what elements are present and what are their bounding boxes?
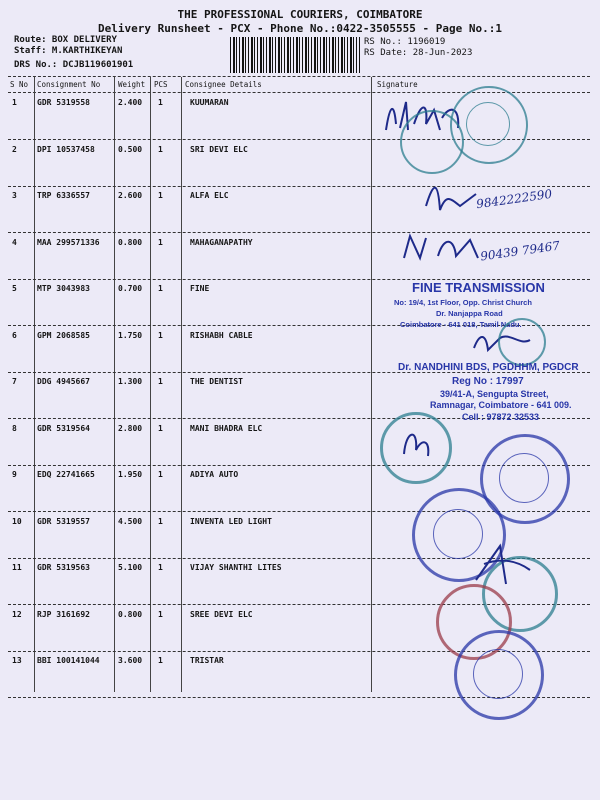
col-divider — [34, 77, 35, 692]
row-weight: 0.800 — [118, 237, 143, 247]
row-divider — [8, 232, 590, 233]
row-consignee: INVENTA LED LIGHT — [190, 516, 272, 526]
round-electricals-stamp — [400, 110, 464, 174]
rs-number: RS No.: 1196019 — [364, 37, 446, 47]
row-pcs: 1 — [158, 144, 163, 154]
rs-date: RS Date: 28-Jun-2023 — [364, 48, 473, 58]
row-consignment-no: GDR 5319564 — [37, 423, 90, 433]
runsheet-title: Delivery Runsheet - PCX - Phone No.:0422-3505555 - Page No.:1 — [98, 22, 502, 35]
drs-number: DRS No.: DCJB119601901 — [14, 60, 134, 70]
row-sno: 7 — [12, 377, 17, 386]
row-sno: 3 — [12, 191, 17, 200]
row-consignment-no: GDR 5319563 — [37, 563, 90, 572]
route-label: Route: BOX DELIVERY — [14, 35, 117, 45]
dentist-stamp-address: 39/41-A, Sengupta Street, — [440, 389, 549, 399]
row-pcs: 1 — [158, 330, 163, 340]
row-sno: 8 — [12, 423, 17, 433]
company-name: THE PROFESSIONAL COURIERS, COIMBATORE — [177, 8, 423, 21]
row-pcs: 1 — [158, 98, 163, 107]
row-pcs: 1 — [158, 377, 163, 386]
col-divider — [371, 77, 372, 692]
row-consignee: KUUMARAN — [190, 98, 229, 107]
row-consignment-no: GDR 5319557 — [37, 516, 90, 526]
table-top-rule — [8, 76, 590, 77]
row-consignment-no: EDQ 22741665 — [37, 470, 95, 479]
row-consignee: FINE — [190, 284, 210, 293]
row-consignee: SRI DEVI ELC — [190, 144, 248, 154]
row-pcs: 1 — [158, 191, 163, 200]
row-weight: 0.500 — [118, 144, 143, 154]
row-weight: 1.750 — [118, 330, 143, 340]
dentist-stamp-cell: Cell : 97872 32533 — [462, 412, 540, 422]
row-sno: 13 — [12, 656, 22, 665]
row-weight: 5.100 — [118, 563, 143, 572]
row-consignee: TRISTAR — [190, 656, 224, 665]
row-consignee: SREE DEVI ELC — [190, 609, 253, 619]
fine-stamp-address: Coimbatore - 641 018, Tamil Nadu. — [400, 320, 522, 329]
row-consignee: MANI BHADRA ELC — [190, 423, 263, 433]
col-header-consignee: Consignee Details — [185, 80, 262, 89]
row-consignment-no: TRP 6336557 — [37, 191, 90, 200]
row-sno: 9 — [12, 470, 17, 479]
col-divider — [181, 77, 182, 692]
col-header-pcs: PCS — [154, 80, 168, 89]
dentist-stamp-name: Dr. NANDHINI BDS, PGDHHM, PGDCR — [398, 362, 579, 373]
row-weight: 2.600 — [118, 191, 143, 200]
row-sno: 6 — [12, 330, 17, 340]
fine-stamp-address: Dr. Nanjappa Road — [436, 309, 503, 318]
signature-note: 90439 79467 — [479, 238, 561, 264]
col-divider — [114, 77, 115, 692]
dentist-stamp-address: Ramnagar, Coimbatore - 641 009. — [430, 400, 572, 410]
row-consignee: MAHAGANAPATHY — [190, 237, 253, 247]
row-pcs: 1 — [158, 470, 163, 479]
row-pcs: 1 — [158, 563, 163, 572]
row-consignment-no: DPI 10537458 — [37, 144, 95, 154]
signature-scribble — [470, 540, 540, 590]
row-consignee: VIJAY SHANTHI LITES — [190, 563, 282, 572]
row-sno: 1 — [12, 98, 17, 107]
row-weight: 1.300 — [118, 377, 143, 386]
row-sno: 11 — [12, 563, 22, 572]
col-header-weight: Weight — [118, 80, 146, 89]
round-hardware-stamp — [454, 630, 544, 720]
row-sno: 10 — [12, 516, 22, 526]
row-weight: 4.500 — [118, 516, 143, 526]
row-pcs: 1 — [158, 516, 163, 526]
col-header-consignment: Consignment No — [37, 80, 101, 89]
row-consignee: ALFA ELC — [190, 191, 229, 200]
row-weight: 2.400 — [118, 98, 143, 107]
row-consignment-no: BBI 100141044 — [37, 656, 100, 665]
row-sno: 5 — [12, 284, 17, 293]
row-sno: 4 — [12, 237, 17, 247]
row-sno: 12 — [12, 609, 22, 619]
row-consignment-no: GDR 5319558 — [37, 98, 90, 107]
round-stamp — [498, 318, 546, 366]
row-consignee: THE DENTIST — [190, 377, 243, 386]
row-pcs: 1 — [158, 423, 163, 433]
row-pcs: 1 — [158, 284, 163, 293]
dentist-stamp-reg: Reg No : 17997 — [452, 376, 524, 387]
row-weight: 0.700 — [118, 284, 143, 293]
row-sno: 2 — [12, 144, 17, 154]
fine-stamp-address: No: 19/4, 1st Floor, Opp. Christ Church — [394, 298, 532, 307]
row-pcs: 1 — [158, 237, 163, 247]
row-weight: 2.800 — [118, 423, 143, 433]
col-header-sno: S No — [10, 80, 29, 89]
signature-note: 9842222590 — [475, 186, 553, 212]
staff-label: Staff: M.KARTHIKEYAN — [14, 46, 123, 56]
signature-scribble — [396, 424, 436, 464]
row-consignee: ADIYA AUTO — [190, 470, 239, 479]
col-divider — [150, 77, 151, 692]
barcode — [230, 37, 360, 73]
fine-stamp-name: FINE TRANSMISSION — [412, 280, 545, 295]
row-pcs: 1 — [158, 609, 163, 619]
row-weight: 3.600 — [118, 656, 143, 665]
col-header-signature: Signature — [377, 80, 418, 89]
row-weight: 0.800 — [118, 609, 143, 619]
row-weight: 1.950 — [118, 470, 143, 479]
row-consignee: RISHABH CABLE — [190, 330, 253, 340]
row-consignment-no: MAA 299571336 — [37, 237, 100, 247]
row-consignment-no: DDG 4945667 — [37, 377, 90, 386]
row-consignment-no: MTP 3043983 — [37, 284, 90, 293]
row-consignment-no: GPM 2068585 — [37, 330, 90, 340]
row-consignment-no: RJP 3161692 — [37, 609, 90, 619]
row-pcs: 1 — [158, 656, 163, 665]
